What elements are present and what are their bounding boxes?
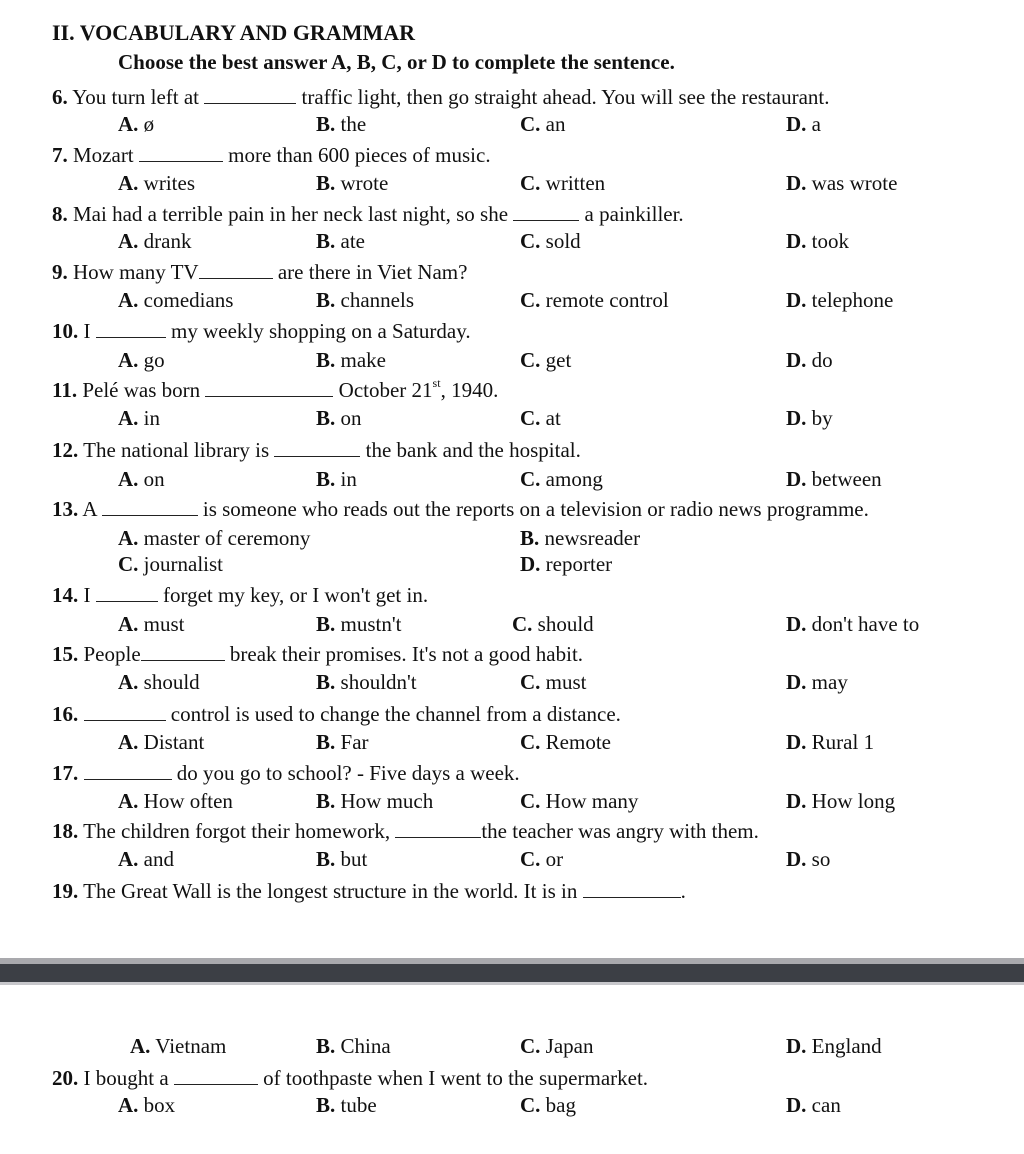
question-17: 17. do you go to school? - Five days a week.: [52, 761, 520, 785]
question-text: You turn left at: [72, 85, 200, 109]
answer-blank[interactable]: [583, 880, 681, 898]
answer-blank[interactable]: [274, 439, 360, 457]
option-c[interactable]: C. get: [520, 348, 572, 372]
question-19: 19. The Great Wall is the longest structure in the world. It is in .: [52, 879, 686, 903]
option-a[interactable]: A. box: [118, 1093, 176, 1117]
option-b[interactable]: B. China: [316, 1034, 391, 1058]
question-14: 14. I forget my key, or I won't get in.: [52, 583, 429, 607]
option-a[interactable]: A. writes: [118, 171, 195, 195]
option-b[interactable]: B. Far: [316, 730, 369, 754]
option-c[interactable]: C. at: [520, 406, 561, 430]
option-a[interactable]: A. ø: [118, 112, 155, 136]
option-a[interactable]: A. on: [118, 467, 165, 491]
option-a[interactable]: A. drank: [118, 229, 192, 253]
option-c[interactable]: C. should: [512, 612, 594, 636]
option-b[interactable]: B. newsreader: [520, 526, 641, 550]
answer-blank[interactable]: [205, 379, 333, 397]
option-c[interactable]: C. Japan: [520, 1034, 594, 1058]
question-11: 11. Pelé was born October 21st, 1940.: [52, 376, 499, 402]
option-a[interactable]: A. Distant: [118, 730, 205, 754]
question-text: traffic light, then go straight ahead. You will see the restaurant.: [301, 85, 830, 109]
option-b[interactable]: B. on: [316, 406, 362, 430]
answer-blank[interactable]: [84, 762, 172, 780]
option-c[interactable]: C. bag: [520, 1093, 576, 1117]
option-d[interactable]: D. do: [786, 348, 833, 372]
question-7: 7. Mozart more than 600 pieces of music.: [52, 143, 491, 167]
answer-blank[interactable]: [102, 498, 198, 516]
option-d[interactable]: D. may: [786, 670, 848, 694]
option-d[interactable]: D. Rural 1: [786, 730, 875, 754]
option-b[interactable]: B. shouldn't: [316, 670, 417, 694]
question-number: 6.: [52, 85, 68, 109]
option-d[interactable]: D. telephone: [786, 288, 894, 312]
separator-band: [0, 964, 1024, 982]
answer-blank[interactable]: [139, 144, 223, 162]
option-b[interactable]: B. How much: [316, 789, 434, 813]
answer-blank[interactable]: [141, 643, 225, 661]
option-d[interactable]: D. between: [786, 467, 882, 491]
option-b[interactable]: B. in: [316, 467, 357, 491]
option-d[interactable]: D. don't have to: [786, 612, 920, 636]
answer-blank[interactable]: [84, 703, 166, 721]
option-c[interactable]: C. an: [520, 112, 566, 136]
option-a[interactable]: A. go: [118, 348, 165, 372]
instruction: Choose the best answer A, B, C, or D to complete the sentence.: [118, 50, 675, 74]
option-b[interactable]: B. mustn't: [316, 612, 402, 636]
option-b[interactable]: B. channels: [316, 288, 414, 312]
option-a[interactable]: A. comedians: [118, 288, 234, 312]
option-b[interactable]: B. but: [316, 847, 368, 871]
option-c[interactable]: C. among: [520, 467, 603, 491]
option-a[interactable]: A. must: [118, 612, 185, 636]
question-15: 15. People break their promises. It's not a good habit.: [52, 642, 584, 666]
question-8: 8. Mai had a terrible pain in her neck last night, so she a painkiller.: [52, 202, 684, 226]
option-b[interactable]: B. the: [316, 112, 367, 136]
answer-blank[interactable]: [204, 86, 296, 104]
option-a[interactable]: A. How often: [118, 789, 233, 813]
option-c[interactable]: C. written: [520, 171, 606, 195]
answer-blank[interactable]: [199, 261, 273, 279]
option-d[interactable]: D. so: [786, 847, 831, 871]
option-b[interactable]: B. ate: [316, 229, 365, 253]
answer-blank[interactable]: [96, 320, 166, 338]
option-d[interactable]: D. took: [786, 229, 850, 253]
option-c[interactable]: C. How many: [520, 789, 639, 813]
question-13: 13. A is someone who reads out the reports on a television or radio news programme.: [52, 497, 869, 521]
question-10: 10. I my weekly shopping on a Saturday.: [52, 319, 471, 343]
separator-band-bottom: [0, 982, 1024, 985]
question-12: 12. The national library is the bank and the hospital.: [52, 438, 581, 462]
option-d[interactable]: D. was wrote: [786, 171, 898, 195]
option-c[interactable]: C. or: [520, 847, 564, 871]
option-d[interactable]: D. by: [786, 406, 833, 430]
option-d[interactable]: D. England: [786, 1034, 882, 1058]
option-c[interactable]: C. remote control: [520, 288, 669, 312]
option-c[interactable]: C. must: [520, 670, 587, 694]
answer-blank[interactable]: [174, 1067, 258, 1085]
answer-blank[interactable]: [395, 820, 481, 838]
option-d[interactable]: D. a: [786, 112, 821, 136]
question-16: 16. control is used to change the channel from a distance.: [52, 702, 621, 726]
option-b[interactable]: B. wrote: [316, 171, 389, 195]
option-a[interactable]: A. and: [118, 847, 174, 871]
option-d[interactable]: D. How long: [786, 789, 896, 813]
option-c[interactable]: C. Remote: [520, 730, 611, 754]
option-b[interactable]: B. make: [316, 348, 386, 372]
section-title: II. VOCABULARY AND GRAMMAR: [52, 20, 416, 45]
option-a[interactable]: A. in: [118, 406, 161, 430]
option-c[interactable]: C. sold: [520, 229, 581, 253]
option-d[interactable]: D. can: [786, 1093, 841, 1117]
answer-blank[interactable]: [513, 203, 579, 221]
answer-blank[interactable]: [96, 584, 158, 602]
option-c[interactable]: C. journalist: [118, 552, 223, 576]
question-18: 18. The children forgot their homework, the teacher was angry with them.: [52, 819, 759, 843]
option-a[interactable]: A. Vietnam: [130, 1034, 227, 1058]
question-20: 20. I bought a of toothpaste when I went to the supermarket.: [52, 1066, 649, 1090]
option-d[interactable]: D. reporter: [520, 552, 613, 576]
question-9: 9. How many TV are there in Viet Nam?: [52, 260, 468, 284]
option-a[interactable]: A. master of ceremony: [118, 526, 311, 550]
question-6: [52, 86, 830, 108]
option-a[interactable]: A. should: [118, 670, 200, 694]
option-b[interactable]: B. tube: [316, 1093, 377, 1117]
